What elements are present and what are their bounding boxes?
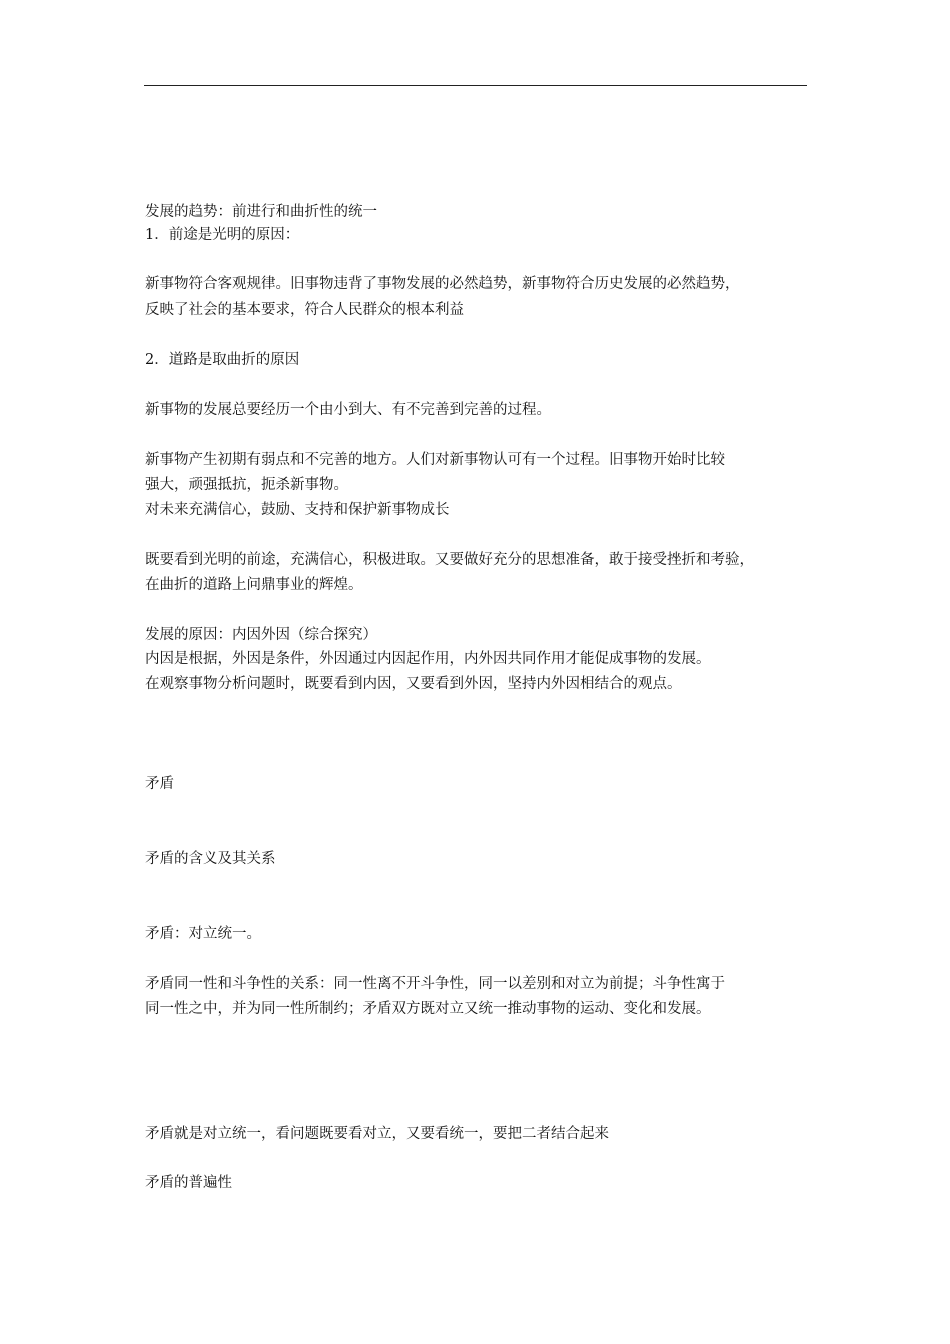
heading-contradiction: 矛盾: [145, 776, 174, 792]
paragraph-line: 同一性之中，并为同一性所制约；矛盾双方既对立又统一推动事物的运动、变化和发展。: [145, 1001, 711, 1017]
paragraph-line: 新事物符合客观规律。旧事物违背了事物发展的必然趋势，新事物符合历史发展的必然趋势，: [145, 276, 740, 292]
paragraph-line: 既要看到光明的前途，充满信心，积极进取。又要做好充分的思想准备，敢于接受挫折和考验，: [145, 552, 754, 568]
paragraph-line: 矛盾同一性和斗争性的关系：同一性离不开斗争性，同一以差别和对立为前提；斗争性寓于: [145, 976, 725, 992]
paragraph-line: 矛盾就是对立统一，看问题既要看对立，又要看统一，要把二者结合起来: [145, 1126, 609, 1142]
heading-contradiction-universality: 矛盾的普遍性: [145, 1175, 232, 1191]
paragraph-line: 在观察事物分析问题时，既要看到内因，又要看到外因，坚持内外因相结合的观点。: [145, 676, 682, 692]
paragraph-line: 内因是根据，外因是条件，外因通过内因起作用，内外因共同作用才能促成事物的发展。: [145, 651, 711, 667]
paragraph-line: 在曲折的道路上问鼎事业的辉煌。: [145, 577, 363, 593]
paragraph-line: 矛盾：对立统一。: [145, 926, 261, 942]
header-rule: [144, 85, 807, 86]
paragraph-line: 对未来充满信心，鼓励、支持和保护新事物成长: [145, 502, 450, 518]
paragraph-line: 反映了社会的基本要求，符合人民群众的根本利益: [145, 302, 464, 318]
paragraph-line: 新事物的发展总要经历一个由小到大、有不完善到完善的过程。: [145, 402, 551, 418]
paragraph-line: 强大，顽强抵抗，扼杀新事物。: [145, 477, 348, 493]
heading-development-trend: 发展的趋势：前进行和曲折性的统一: [145, 204, 377, 220]
subheading-tortuous-road: 2．道路是取曲折的原因: [145, 352, 300, 368]
paragraph-line: 新事物产生初期有弱点和不完善的地方。人们对新事物认可有一个过程。旧事物开始时比较: [145, 452, 725, 468]
subheading-bright-future: 1．前途是光明的原因：: [145, 227, 300, 243]
heading-contradiction-meaning: 矛盾的含义及其关系: [145, 851, 276, 867]
heading-development-cause: 发展的原因：内因外因（综合探究）: [145, 627, 377, 643]
